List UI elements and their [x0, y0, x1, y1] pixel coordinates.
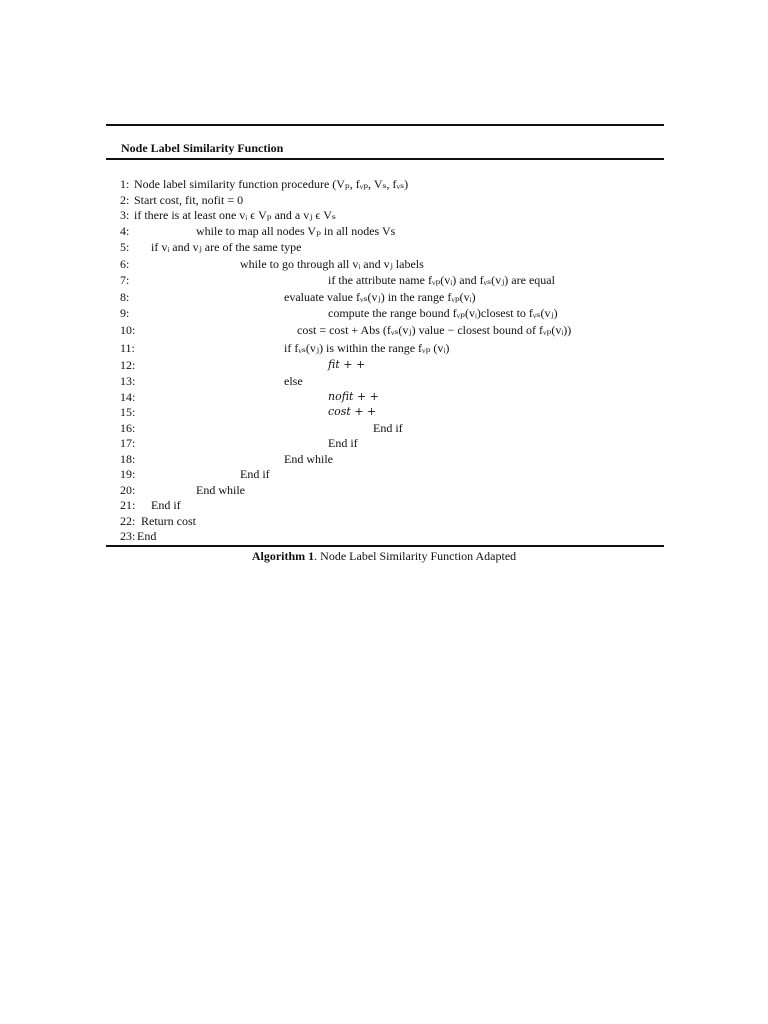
algorithm-line — [0, 528, 768, 544]
algorithm-line — [0, 451, 768, 467]
line-text: fit + + — [328, 358, 366, 371]
line-text: while to map all nodes Vₚ in all nodes Vs — [196, 224, 396, 238]
algorithm-line — [0, 322, 768, 338]
algorithm-line — [0, 207, 768, 223]
line-number: 13: — [120, 374, 136, 388]
algorithm-line — [0, 513, 768, 529]
algorithm-line — [0, 289, 768, 305]
algorithm-line — [0, 482, 768, 498]
line-number: 9: — [120, 306, 130, 320]
line-text: else — [284, 374, 303, 388]
line-text: compute the range bound fᵥₚ(vᵢ)closest to fᵥₛ(vⱼ) — [328, 306, 558, 320]
line-number: 23: — [120, 529, 136, 543]
line-text: if there is at least one vᵢ ϵ Vₚ and a vⱼ ϵ Vₛ — [134, 208, 336, 222]
line-text: End if — [373, 421, 403, 435]
line-number: 18: — [120, 452, 136, 466]
line-number: 17: — [120, 436, 136, 450]
line-text: nofit + + — [328, 390, 379, 403]
algorithm-line — [0, 256, 768, 272]
line-text: End while — [284, 452, 333, 466]
algorithm-line — [0, 357, 768, 373]
caption-label: Algorithm 1 — [251, 549, 315, 563]
line-number: 21: — [120, 498, 136, 512]
line-text: End if — [240, 467, 270, 481]
algorithm-line — [0, 192, 768, 208]
line-number: 1: — [120, 177, 130, 191]
algorithm-line — [0, 404, 768, 420]
line-number: 6: — [120, 257, 130, 271]
line-text: End — [137, 529, 157, 543]
line-text: if vᵢ and vⱼ are of the same type — [151, 240, 302, 254]
line-text: End if — [328, 436, 358, 450]
line-text: if the attribute name fᵥₚ(vᵢ) and fᵥₛ(vⱼ) are equal — [328, 273, 555, 287]
algorithm-line — [0, 272, 768, 288]
line-number: 10: — [120, 323, 136, 337]
line-text: if fᵥₛ(vⱼ) is within the range fᵥₚ (vᵢ) — [284, 341, 450, 355]
line-text: End while — [196, 483, 245, 497]
line-number: 15: — [120, 405, 136, 419]
header-rule — [106, 158, 664, 160]
algorithm-line — [0, 340, 768, 356]
line-text: while to go through all vᵢ and vⱼ labels — [240, 257, 424, 271]
bottom-rule — [106, 545, 664, 547]
line-number: 19: — [120, 467, 136, 481]
line-text: Node label similarity function procedure (Vₚ, fᵥₚ, Vₛ, fᵥₛ) — [134, 177, 409, 191]
line-text: evaluate value fᵥₛ(vⱼ) in the range fᵥₚ(vᵢ) — [284, 290, 476, 304]
line-number: 20: — [120, 483, 136, 497]
line-number: 8: — [120, 290, 130, 304]
line-number: 4: — [120, 224, 130, 238]
line-number: 16: — [120, 421, 136, 435]
line-number: 22: — [120, 514, 136, 528]
algorithm-line — [0, 389, 768, 405]
algorithm-line — [0, 176, 768, 192]
line-text: End if — [151, 498, 181, 512]
line-text: cost + + — [328, 405, 377, 418]
algorithm-line — [0, 239, 768, 255]
algorithm-line — [0, 223, 768, 239]
algorithm-line — [0, 305, 768, 321]
line-number: 5: — [120, 240, 130, 254]
algorithm-caption — [0, 548, 768, 564]
algorithm-title: Node Label Similarity Function — [121, 141, 284, 155]
line-number: 14: — [120, 390, 136, 404]
algorithm-line — [0, 420, 768, 436]
algorithm-line — [0, 497, 768, 513]
algorithm-line — [0, 435, 768, 451]
line-number: 7: — [120, 273, 130, 287]
line-text: Return cost — [141, 514, 196, 528]
algorithm-line — [0, 466, 768, 482]
line-text: cost = cost + Abs (fᵥₛ(vⱼ) value − closest bound of fᵥₚ(vᵢ)) — [297, 323, 572, 337]
caption-text: . Node Label Similarity Function Adapted — [314, 549, 517, 563]
line-number: 11: — [120, 341, 135, 355]
algorithm-line — [0, 373, 768, 389]
line-number: 12: — [120, 358, 136, 372]
line-number: 3: — [120, 208, 130, 222]
line-text: Start cost, fit, nofit = 0 — [134, 193, 244, 207]
top-rule — [106, 124, 664, 126]
line-number: 2: — [120, 193, 130, 207]
